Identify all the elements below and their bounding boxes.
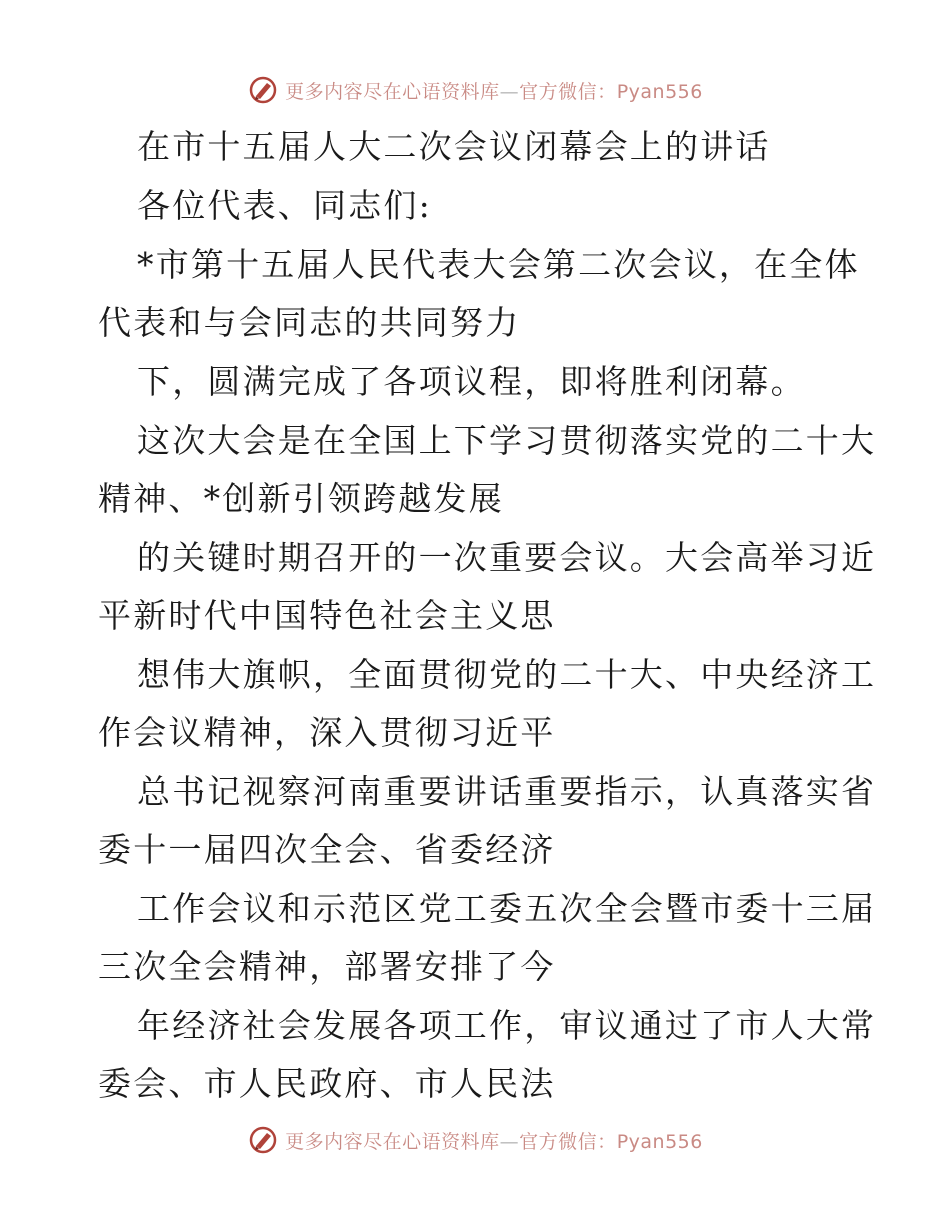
paragraph-line: 三次全会精神，部署安排了今 [98, 947, 556, 986]
paragraph-line: 委会、市人民政府、市人民法 [98, 1064, 556, 1103]
document-title: 在市十五届人大二次会议闭幕会上的讲话 [137, 127, 771, 166]
pen-logo-icon [247, 74, 279, 106]
paragraph-line: *市第十五届人民代表大会第二次会议，在全体 [137, 245, 860, 284]
watermark-text: 更多内容尽在心语资料库—官方微信：Pyan556 [285, 1130, 703, 1153]
watermark-text: 更多内容尽在心语资料库—官方微信：Pyan556 [285, 80, 703, 103]
paragraph-line: 平新时代中国特色社会主义思 [98, 596, 556, 635]
paragraph-line: 委十一届四次全会、省委经济 [98, 830, 556, 869]
paragraph-line: 作会议精神，深入贯彻习近平 [98, 713, 556, 752]
paragraph-line: 总书记视察河南重要讲话重要指示，认真落实省 [137, 772, 877, 811]
paragraph-line: 这次大会是在全国上下学习贯彻落实党的二十大 [137, 421, 877, 460]
paragraph-line: 代表和与会同志的共同努力 [98, 303, 521, 342]
paragraph-line: 想伟大旗帜，全面贯彻党的二十大、中央经济工 [137, 655, 877, 694]
header-watermark [0, 72, 950, 108]
salutation: 各位代表、同志们: [137, 186, 432, 225]
pen-logo-icon [247, 1124, 279, 1156]
paragraph-line: 的关键时期召开的一次重要会议。大会高举习近 [137, 538, 877, 577]
paragraph-line: 年经济社会发展各项工作，审议通过了市人大常 [137, 1006, 877, 1045]
paragraph-line: 工作会议和示范区党工委五次全会暨市委十三届 [137, 889, 877, 928]
paragraph-line: 精神、*创新引领跨越发展 [98, 479, 504, 518]
footer-watermark [0, 1122, 950, 1158]
paragraph-line: 下，圆满完成了各项议程，即将胜利闭幕。 [137, 362, 806, 401]
